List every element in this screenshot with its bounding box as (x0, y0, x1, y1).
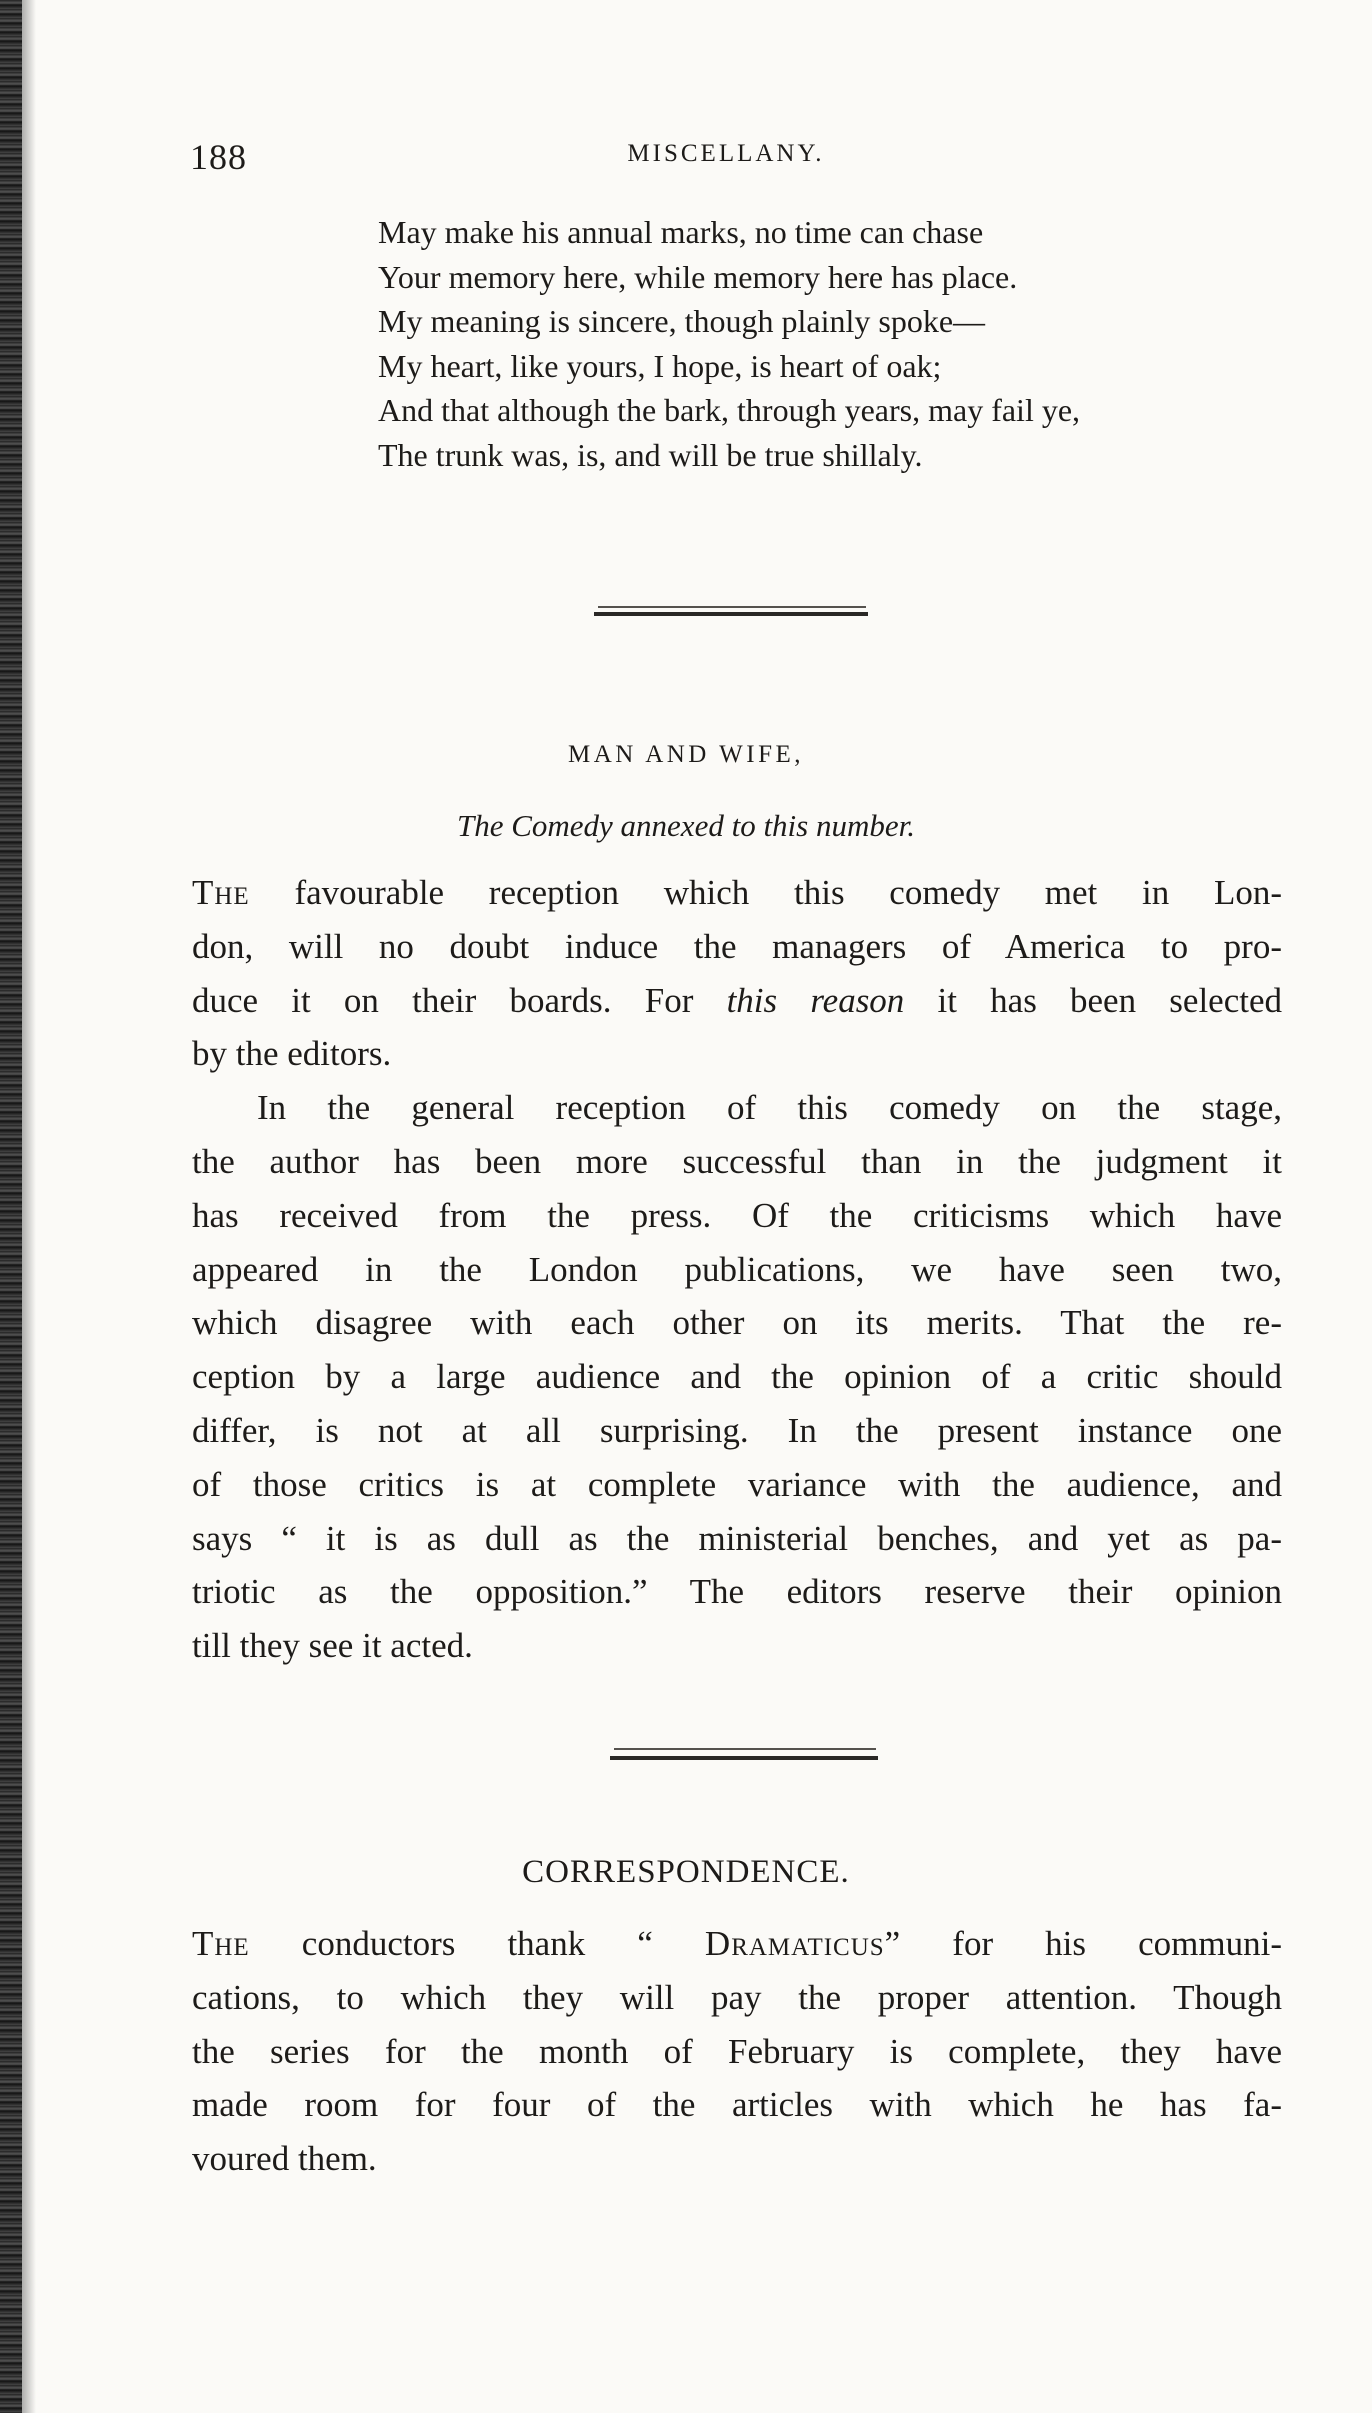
text-run: conductors thank “ (249, 1924, 705, 1963)
paragraph-line (192, 866, 1282, 920)
paragraph-line: the author has been more successful than in the judgment it (192, 1141, 1282, 1181)
paragraph-line: differ, is not at all surprising. In the present instance one (192, 1410, 1282, 1450)
paragraph-line: appeared in the London publications, we have seen two, (192, 1249, 1282, 1289)
paragraph-line: cations, to which they will pay the proper attention. Though (192, 1977, 1282, 2017)
section-subtitle: The Comedy annexed to this number. (456, 808, 916, 843)
verse-line: The trunk was, is, and will be true shillaly. (378, 436, 923, 473)
drop-cap-word: The (192, 873, 250, 912)
article-correspondence (192, 1917, 1282, 2186)
text-run: duce it on their boards. For (192, 980, 727, 1020)
section-title-man-and-wife: MAN AND WIFE, (567, 741, 804, 768)
italic-emphasis: this reason (726, 980, 905, 1020)
paragraph-line: the series for the month of February is complete, they have (192, 2031, 1282, 2071)
verse-line: My meaning is sincere, though plainly spoke— (378, 303, 986, 339)
paragraph-line: made room for four of the articles with which he has fa- (192, 2085, 1282, 2125)
paragraph-line: ception by a large audience and the opinion of a critic should (192, 1357, 1282, 1397)
section-divider (594, 612, 868, 616)
paragraph-line: till they see it acted. (192, 1626, 473, 1666)
verse-line: My heart, like yours, I hope, is heart of oak; (378, 347, 942, 384)
section-divider (610, 1756, 878, 1760)
text-run: it has been selected (904, 980, 1282, 1020)
paragraph-line: voured them. (192, 2139, 377, 2179)
text-run: ” for his communi- (884, 1924, 1282, 1963)
running-head: MISCELLANY. (627, 140, 825, 167)
verse-line: Your memory here, while memory here has place. (378, 258, 1018, 295)
paragraph-line: by the editors. (192, 1034, 392, 1074)
paragraph-line: In the general reception of this comedy on the stage, (257, 1088, 1282, 1128)
paragraph-line: triotic as the opposition.” The editors reserve their opinion (192, 1572, 1282, 1612)
paragraph-line: which disagree with each other on its merits. That the re- (192, 1303, 1282, 1343)
paragraph-line: has received from the press. Of the criticisms which have (192, 1195, 1282, 1235)
verse-line: May make his annual marks, no time can chase (378, 214, 984, 250)
paragraph-line (192, 1917, 1282, 1971)
paragraph-line: says “ it is as dull as the ministerial benches, and yet as pa- (192, 1518, 1282, 1558)
small-caps-name: Dramaticus (704, 1924, 885, 1963)
drop-cap-word: The (192, 1924, 250, 1963)
paragraph-line: of those critics is at complete variance with the audience, and (192, 1464, 1282, 1504)
section-divider-thin (598, 606, 866, 608)
text-run: favourable reception which this comedy met in Lon- (249, 873, 1282, 912)
paragraph-line (192, 974, 1282, 1028)
verse-line: And that although the bark, through years, may fail ye, (378, 392, 1081, 428)
verse-stanza (378, 210, 1278, 477)
section-divider-thin (614, 1748, 876, 1750)
article-man-and-wife (192, 866, 1282, 1673)
page-number: 188 (190, 137, 247, 177)
paragraph-line: don, will no doubt induce the managers of America to pro- (192, 926, 1282, 966)
section-title-correspondence: CORRESPONDENCE. (522, 1854, 850, 1890)
